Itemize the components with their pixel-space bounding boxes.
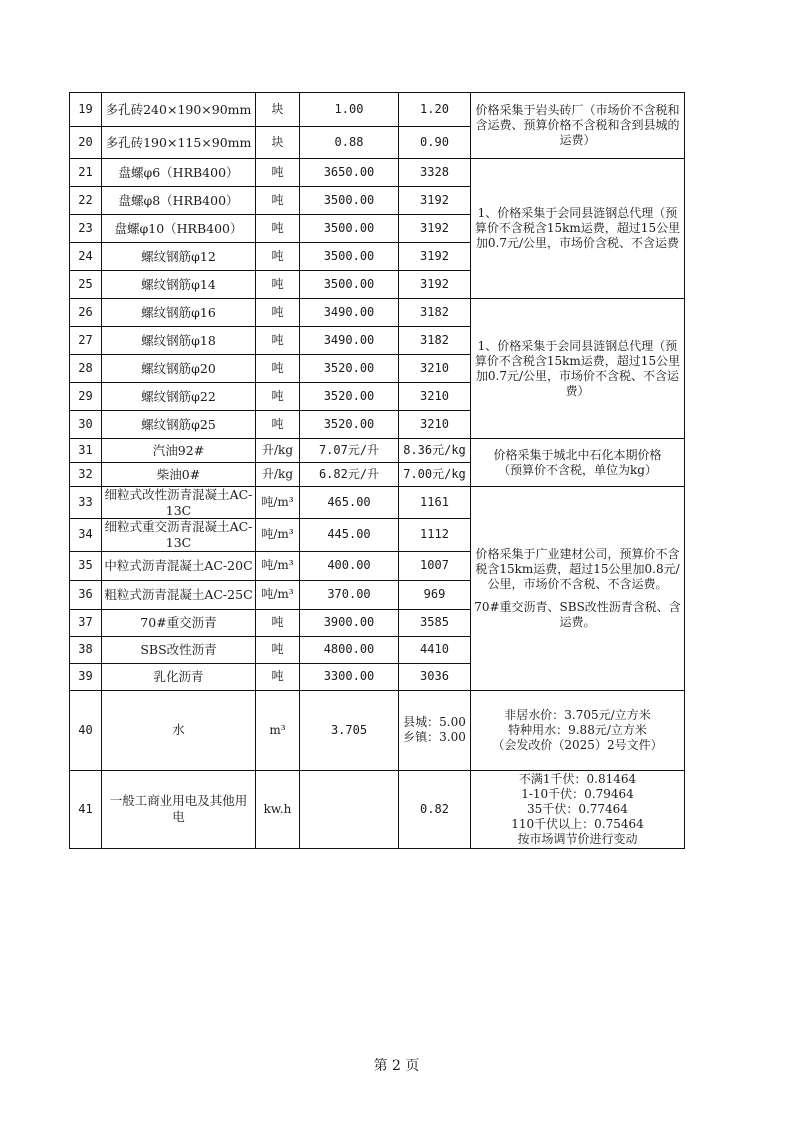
budget-price: 3520.00 xyxy=(300,383,399,411)
budget-price: 3500.00 xyxy=(300,215,399,243)
item-number: 39 xyxy=(70,663,102,690)
item-unit: 吨 xyxy=(256,355,300,383)
item-name: 螺纹钢筋φ14 xyxy=(102,271,256,299)
note-line: 110千伏以上：0.75464 xyxy=(511,816,644,831)
item-number: 40 xyxy=(70,690,102,770)
item-number: 34 xyxy=(70,519,102,551)
budget-price: 3520.00 xyxy=(300,411,399,439)
item-number: 41 xyxy=(70,770,102,848)
item-name: 盘螺φ8（HRB400） xyxy=(102,187,256,215)
budget-price: 4800.00 xyxy=(300,636,399,663)
note-line: 1、价格采集于会同县涟钢总代理（预算价不含税含15km运费，超过15公里加0.7元/公里，市场价不含税、不含运费） xyxy=(474,338,681,398)
market-price: 3210 xyxy=(399,383,471,411)
item-number: 36 xyxy=(70,580,102,609)
item-name: 多孔砖240×190×90mm xyxy=(102,93,256,127)
note-line: 价格采集于城北中石化本期价格 xyxy=(493,447,662,462)
item-name: 螺纹钢筋φ25 xyxy=(102,411,256,439)
market-price: 3192 xyxy=(399,215,471,243)
table-row xyxy=(70,770,685,848)
market-price: 0.90 xyxy=(399,127,471,159)
item-name: 水 xyxy=(102,690,256,770)
price-note-power xyxy=(471,770,685,848)
market-price: 1007 xyxy=(399,551,471,580)
price-note-brick xyxy=(471,93,685,159)
item-unit: 吨/m³ xyxy=(256,580,300,609)
note-line: 70#重交沥青、SBS改性沥青含税、含运费。 xyxy=(474,599,681,629)
item-name: 细粒式重交沥青混凝土AC-13C xyxy=(102,519,256,551)
item-number: 21 xyxy=(70,159,102,187)
item-number: 26 xyxy=(70,299,102,327)
budget-price: 3500.00 xyxy=(300,271,399,299)
item-unit: 吨 xyxy=(256,187,300,215)
item-number: 32 xyxy=(70,463,102,487)
item-unit: 吨 xyxy=(256,327,300,355)
note-line: 价格采集于岩头砖厂（市场价不含税和含运费、预算价格不含税和含到县城的运费） xyxy=(475,103,680,147)
item-number: 38 xyxy=(70,636,102,663)
item-unit: kw.h xyxy=(256,770,300,848)
budget-price: 3900.00 xyxy=(300,609,399,636)
item-number: 31 xyxy=(70,439,102,463)
item-name: 柴油0# xyxy=(102,463,256,487)
budget-price: 7.07元/升 xyxy=(300,439,399,463)
market-price xyxy=(399,690,471,770)
market-price: 3036 xyxy=(399,663,471,690)
market-price: 3192 xyxy=(399,187,471,215)
note-line: （预算价不含税，单位为kg） xyxy=(498,462,657,477)
item-name: 乳化沥青 xyxy=(102,663,256,690)
market-price: 3192 xyxy=(399,271,471,299)
price-note-steel1 xyxy=(471,159,685,299)
price-table xyxy=(69,92,685,849)
market-price: 3328 xyxy=(399,159,471,187)
budget-price: 3500.00 xyxy=(300,243,399,271)
item-unit: m³ xyxy=(256,690,300,770)
item-name: 一般工商业用电及其他用电 xyxy=(102,770,256,848)
item-unit: 吨 xyxy=(256,215,300,243)
item-number: 25 xyxy=(70,271,102,299)
market-price: 3585 xyxy=(399,609,471,636)
item-unit: 吨 xyxy=(256,271,300,299)
market-price: 4410 xyxy=(399,636,471,663)
budget-price: 445.00 xyxy=(300,519,399,551)
note-line: 特种用水：9.88元/立方米 xyxy=(508,722,647,737)
table-row xyxy=(70,159,685,187)
market-price: 1.20 xyxy=(399,93,471,127)
market-price: 1161 xyxy=(399,487,471,519)
item-name: SBS改性沥青 xyxy=(102,636,256,663)
note-line: 按市场调节价进行变动 xyxy=(517,831,638,846)
item-name: 细粒式改性沥青混凝土AC-13C xyxy=(102,487,256,519)
item-unit: 吨/m³ xyxy=(256,519,300,551)
item-name: 螺纹钢筋φ12 xyxy=(102,243,256,271)
item-name: 螺纹钢筋φ18 xyxy=(102,327,256,355)
note-line: 非居水价：3.705元/立方米 xyxy=(504,707,651,722)
item-name: 多孔砖190×115×90mm xyxy=(102,127,256,159)
page-number-label: 第 2 页 xyxy=(373,1058,420,1074)
table-row xyxy=(70,487,685,519)
budget-price: 3.705 xyxy=(300,690,399,770)
budget-price: 0.88 xyxy=(300,127,399,159)
item-number: 20 xyxy=(70,127,102,159)
item-number: 22 xyxy=(70,187,102,215)
item-unit: 吨/m³ xyxy=(256,551,300,580)
item-number: 30 xyxy=(70,411,102,439)
market-price: 0.82 xyxy=(399,770,471,848)
table-row xyxy=(70,93,685,127)
budget-price: 3500.00 xyxy=(300,187,399,215)
price-note-water xyxy=(471,690,685,770)
note-line: 不满1千伏：0.81464 xyxy=(518,771,637,786)
market-price: 7.00元/kg xyxy=(399,463,471,487)
budget-price: 370.00 xyxy=(300,580,399,609)
market-price: 8.36元/kg xyxy=(399,439,471,463)
budget-price: 1.00 xyxy=(300,93,399,127)
budget-price: 3650.00 xyxy=(300,159,399,187)
item-unit: 吨 xyxy=(256,636,300,663)
note-line: （会发改价（2025）2号文件） xyxy=(492,737,663,752)
item-name: 螺纹钢筋φ16 xyxy=(102,299,256,327)
item-name: 中粒式沥青混凝土AC-20C xyxy=(102,551,256,580)
item-name: 螺纹钢筋φ20 xyxy=(102,355,256,383)
item-name: 70#重交沥青 xyxy=(102,609,256,636)
market-price: 1112 xyxy=(399,519,471,551)
item-unit: 吨 xyxy=(256,609,300,636)
price-note-steel2 xyxy=(471,299,685,439)
market-price: 3192 xyxy=(399,243,471,271)
item-number: 19 xyxy=(70,93,102,127)
item-number: 27 xyxy=(70,327,102,355)
table-row xyxy=(70,439,685,463)
item-number: 23 xyxy=(70,215,102,243)
item-number: 33 xyxy=(70,487,102,519)
item-unit: 吨 xyxy=(256,243,300,271)
budget-price: 3490.00 xyxy=(300,327,399,355)
budget-price: 6.82元/升 xyxy=(300,463,399,487)
item-name: 盘螺φ6（HRB400） xyxy=(102,159,256,187)
table-row xyxy=(70,690,685,770)
item-unit: 升/kg xyxy=(256,463,300,487)
item-unit: 吨 xyxy=(256,299,300,327)
page-number xyxy=(0,1055,793,1075)
market-price: 3182 xyxy=(399,299,471,327)
market-price: 3210 xyxy=(399,411,471,439)
market-price-line: 乡镇：3.00 xyxy=(403,730,466,744)
item-number: 29 xyxy=(70,383,102,411)
item-name: 汽油92# xyxy=(102,439,256,463)
note-line: 35千伏：0.77464 xyxy=(527,801,628,816)
price-note-asphalt xyxy=(471,487,685,691)
item-name: 粗粒式沥青混凝土AC-25C xyxy=(102,580,256,609)
item-name: 盘螺φ10（HRB400） xyxy=(102,215,256,243)
item-unit: 升/kg xyxy=(256,439,300,463)
item-unit: 吨 xyxy=(256,663,300,690)
market-price-line: 县城：5.00 xyxy=(403,715,466,729)
note-line: 1、价格采集于会同县涟钢总代理（预算价不含税含15km运费，超过15公里加0.7元/公里，市场价含税、不含运费 xyxy=(474,206,681,250)
item-number: 35 xyxy=(70,551,102,580)
item-unit: 块 xyxy=(256,93,300,127)
item-unit: 吨 xyxy=(256,411,300,439)
table-row xyxy=(70,299,685,327)
budget-price: 3300.00 xyxy=(300,663,399,690)
market-price: 3210 xyxy=(399,355,471,383)
item-number: 28 xyxy=(70,355,102,383)
budget-price: 3520.00 xyxy=(300,355,399,383)
budget-price: 465.00 xyxy=(300,487,399,519)
item-unit: 吨 xyxy=(256,159,300,187)
item-unit: 吨/m³ xyxy=(256,487,300,519)
budget-price: 3490.00 xyxy=(300,299,399,327)
budget-price xyxy=(300,770,399,848)
note-line: 1-10千伏：0.79464 xyxy=(521,786,634,801)
item-unit: 块 xyxy=(256,127,300,159)
item-number: 24 xyxy=(70,243,102,271)
item-unit: 吨 xyxy=(256,383,300,411)
price-note-fuel xyxy=(471,439,685,487)
item-name: 螺纹钢筋φ22 xyxy=(102,383,256,411)
item-number: 37 xyxy=(70,609,102,636)
market-price: 3182 xyxy=(399,327,471,355)
note-line: 价格采集于广业建材公司，预算价不含税含15km运费，超过15公里加0.8元/公里，市场价不含税、不含运费。 xyxy=(475,546,680,591)
market-price: 969 xyxy=(399,580,471,609)
price-table-body xyxy=(70,93,685,849)
budget-price: 400.00 xyxy=(300,551,399,580)
